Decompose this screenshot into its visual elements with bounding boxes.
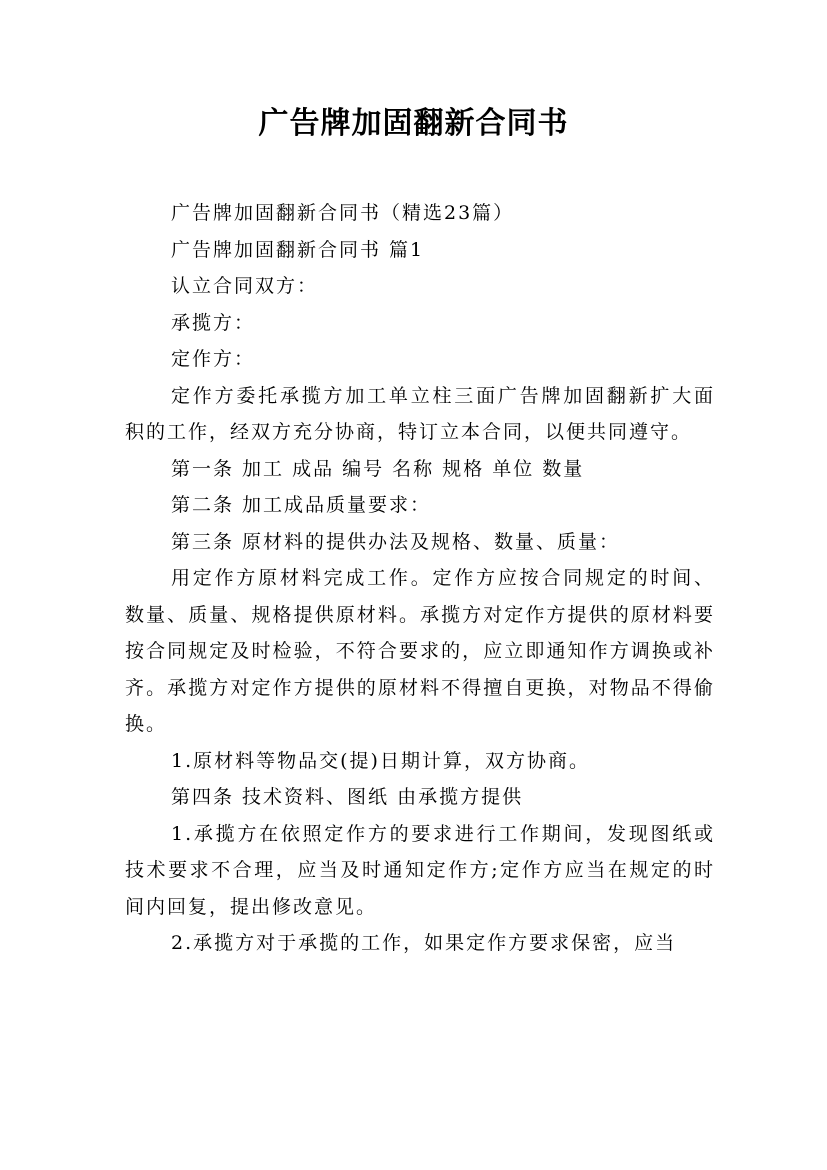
paragraph-technical-2: 2.承揽方对于承揽的工作，如果定作方要求保密，应当 xyxy=(171,932,677,954)
paragraph-materials: 用定作方原材料完成工作。定作方应按合同规定的时间、数量、质量、规格提供原材料。承揽方对定作方提供的原材料要按合同规定及时检验，不符合要求的，应立即通知作方调换或补齐。承揽方对定作方提供的原材料不得擅自更换，对物品不得偷换。 xyxy=(125,567,715,735)
paragraph-article-1: 第一条 加工 成品 编号 名称 规格 单位 数量 xyxy=(171,457,585,480)
paragraph-contractor-label: 承揽方： xyxy=(171,311,256,334)
paragraph-technical-1: 1.承揽方在依照定作方的要求进行工作期间，发现图纸或技术要求不合理，应当及时通知定作方;定作方应当在规定的时间内回复，提出修改意见。 xyxy=(125,822,715,918)
paragraph-section-heading: 广告牌加固翻新合同书 篇1 xyxy=(171,238,425,261)
paragraph-article-2: 第二条 加工成品质量要求： xyxy=(171,494,432,516)
paragraph-client-label: 定作方： xyxy=(171,348,256,370)
paragraph-article-4: 第四条 技术资料、图纸 由承揽方提供 xyxy=(171,786,524,808)
paragraph-subtitle: 广告牌加固翻新合同书（精选23篇） xyxy=(171,202,515,224)
document-title: 广告牌加固翻新合同书 xyxy=(258,106,569,141)
paragraph-preamble: 定作方委托承揽方加工单立柱三面广告牌加固翻新扩大面积的工作，经双方充分协商，特订立本合同，以便共同遵守。 xyxy=(125,384,715,443)
paragraph-parties-label: 认立合同双方： xyxy=(171,275,319,297)
paragraph-delivery-date: 1.原材料等物品交(提)日期计算，双方协商。 xyxy=(171,749,590,772)
document-body xyxy=(125,195,715,962)
paragraph-article-3: 第三条 原材料的提供办法及规格、数量、质量： xyxy=(171,530,621,553)
